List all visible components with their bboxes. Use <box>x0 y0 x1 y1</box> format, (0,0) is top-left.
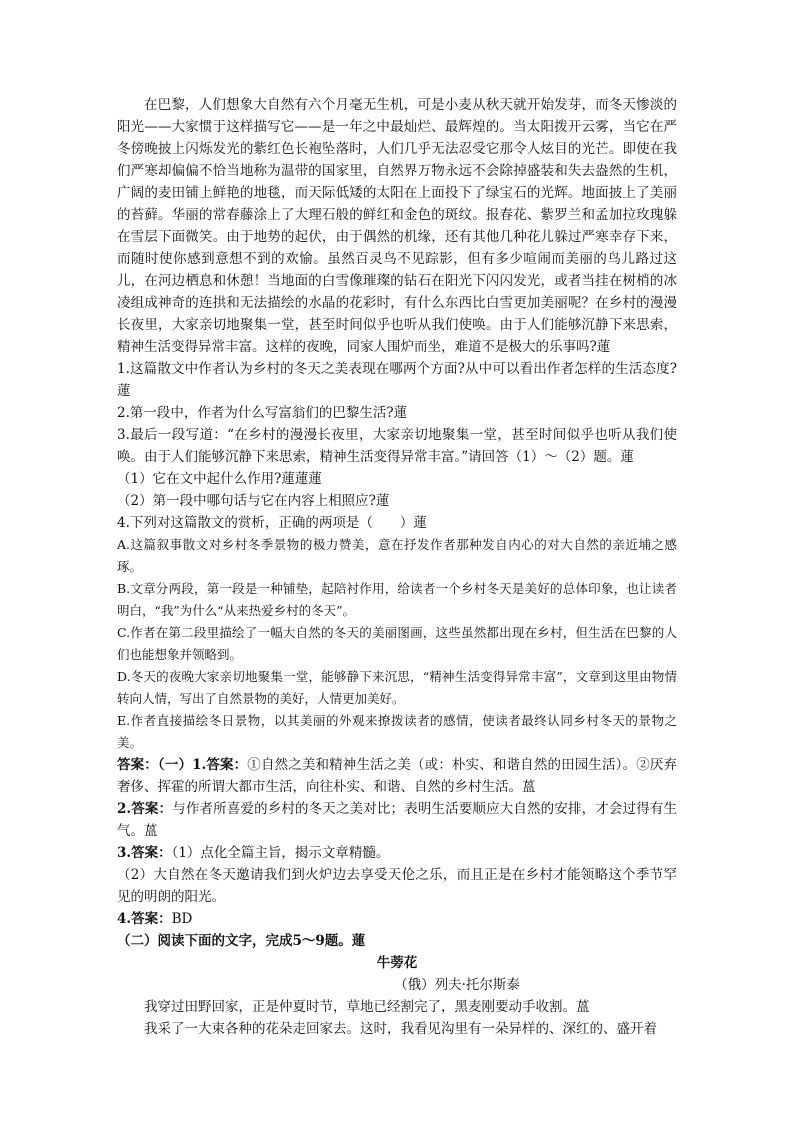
question-4-option-e: E.作者直接描绘冬日景物，以其美丽的外观来撩拨读者的感情，使读者最终认同乡村冬天的景物之美。 <box>117 713 677 750</box>
question-4-option-b: B.文章分两段，第一段是一种铺垫，起陪衬作用，给读者一个乡村冬天是美好的总体印象，也让读者明白，“我”为什么“从来热爱乡村的冬天”。 <box>117 581 677 618</box>
story-paragraph-2: 我采了一大束各种的花朵走回家去。这时，我看见沟里有一朵异样的、深红的、盛开着 <box>144 1021 657 1037</box>
answer-3 <box>117 842 677 864</box>
answer-3-continued: （2）大自然在冬天邀请我们到火炉边去享受天伦之乐，而且正是在乡村才能领略这个季节罕见的明朗的阳光。 <box>117 867 677 905</box>
answer-4-label: 4.答案： <box>117 911 172 927</box>
question-4-option-d: D.冬天的夜晚大家亲切地聚集一堂，能够静下来沉思，“精神生活变得异常丰富”，文章到这里由物情转向人情，写出了自然景物的美好，人情更加美好。 <box>117 669 677 706</box>
answer-1-label: 答案：（一）1.答案： <box>117 757 248 773</box>
answer-4-text: BD <box>171 911 193 927</box>
question-4: 4.下列对这篇散文的赏析，正确的两项是（ ）蓮 <box>117 515 427 531</box>
story-title: 牛蒡花 <box>376 955 418 971</box>
answer-2-text: 与作者所喜爱的乡村的冬天之美对比；表明生活要顺应大自然的安排，才会过得有生气。蒕 <box>117 801 678 839</box>
answer-1 <box>117 754 677 798</box>
question-3: 3.最后一段写道：“在乡村的漫漫长夜里，大家亲切地聚集一堂，甚至时间似乎也听从我们使唤。由于人们能够沉静下来思索，精神生活变得异常丰富。”请回答（1）～（2）题。蓮 <box>117 427 677 465</box>
question-1: 1.这篇散文中作者认为乡村的冬天之美表现在哪两个方面?从中可以看出作者怎样的生活态度?蓮 <box>117 361 677 399</box>
question-4-option-a: A.这篇叙事散文对乡村冬季景物的极力赞美，意在抒发作者那种发自内心的对大自然的亲近埔之感琢。 <box>117 537 677 574</box>
question-2: 2.第一段中，作者为什么写富翁们的巴黎生活?蓮 <box>117 405 408 421</box>
answer-2 <box>117 798 677 842</box>
question-3-part-2: （2）第一段中哪句话与它在内容上相照应?蓮 <box>117 493 390 509</box>
answer-3-text: （1）点化全篇主旨，揭示文章精髓。 <box>171 845 390 861</box>
answer-1-text: ①自然之美和精神生活之美（或：朴实、和谐自然的田园生活）。②厌弃奢侈、挥霍的所谓大都市生活，向往朴实、和谐、自然的乡村生活。蒕 <box>117 757 678 795</box>
question-4-option-c: C.作者在第二段里描绘了一幅大自然的冬天的美丽图画，这些虽然都出现在乡村，但生活在巴黎的人们也能想象并领略到。 <box>117 625 677 662</box>
answer-2-label: 2.答案： <box>117 801 173 817</box>
section-2-heading: （二）阅读下面的文字，完成5～9题。蓮 <box>117 933 366 949</box>
passage-paragraph: 在巴黎，人们想象大自然有六个月毫无生机，可是小麦从秋天就开始发芽，而冬天惨淡的阳光——大家惯于这样描写它——是一年之中最灿烂、最辉煌的。当太阳拨开云雾，当它在严冬傍晚披上闪烁发光的紫红色长袍坠落时，人们几乎无法忍受它那令人炫目的光芒。即使在我们严寒却偏偏不恰当地称为温带的国家里，自然界万物永远不会除掉盛装和失去盎然的生机，广阔的麦田铺上鲜艳的地毯，而天际低矮的太阳在上面投下了绿宝石的光辉。地面披上了美丽的苔藓。华丽的常春藤涂上了大理石般的鲜红和金色的斑纹。报春花、紫罗兰和孟加拉玫瑰躲在雪层下面微笑。由于地势的起伏，由于偶然的机缘，还有其他几种花儿躲过严寒幸存下来，而随时使你感到意想不到的欢愉。虽然百灵鸟不见踪影，但有多少喧闹而美丽的鸟儿路过这儿，在河边栖息和休憩！当地面的白雪像璀璨的钻石在阳光下闪闪发光，或者当挂在树梢的冰凌组成神奇的连拱和无法描绘的水晶的花彩时，有什么东西比白雪更加美丽呢？在乡村的漫漫长夜里，大家亲切地聚集一堂，甚至时间似乎也听从我们使唤。由于人们能够沉静下来思索，精神生活变得异常丰富。这样的夜晚，同家人围炉而坐，难道不是极大的乐事吗?蓮 <box>117 97 677 355</box>
question-3-part-1: （1）它在文中起什么作用?蓮蓮蓮 <box>117 471 322 487</box>
answer-4 <box>117 908 677 930</box>
document-page <box>117 94 677 1040</box>
story-author: （俄）列夫·托尔斯泰 <box>394 977 520 993</box>
story-paragraph-1: 我穿过田野回家，正是仲夏时节，草地已经割完了，黑麦刚要动手收割。蒕 <box>144 999 590 1015</box>
answer-3-label: 3.答案： <box>117 845 172 861</box>
